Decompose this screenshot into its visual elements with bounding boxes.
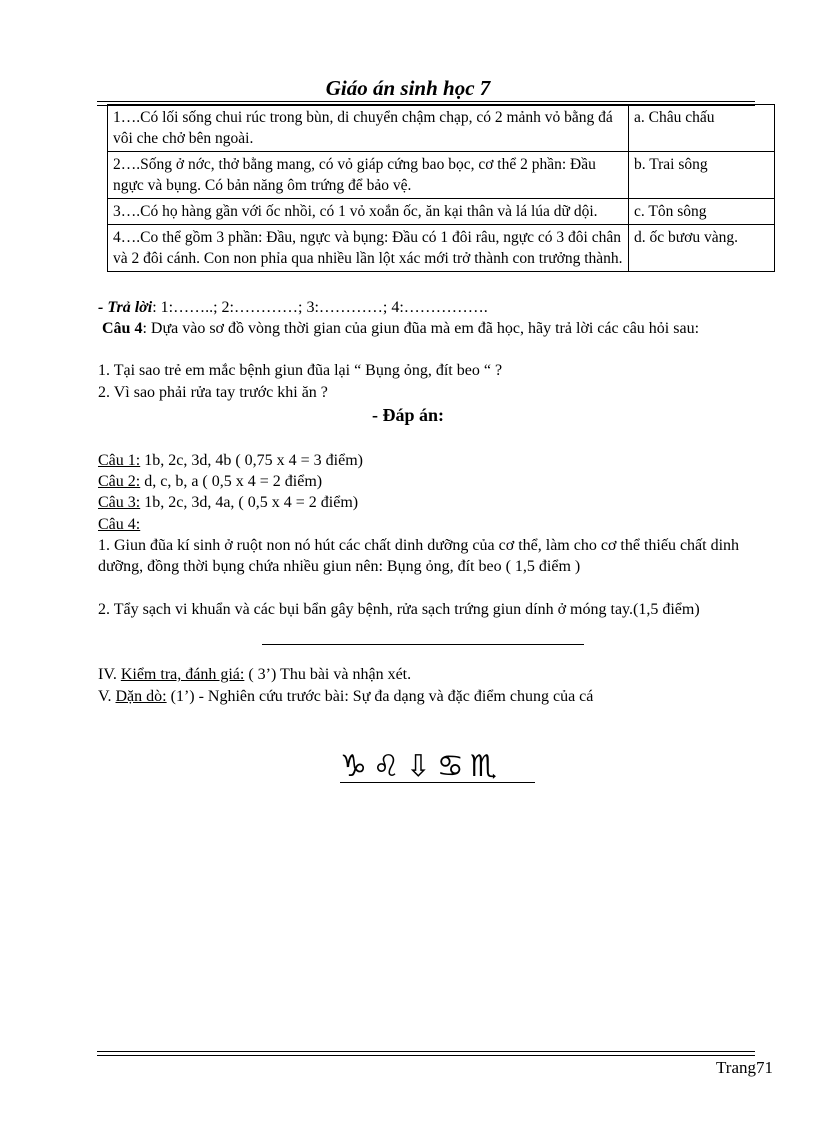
answer-c3-label: Câu 3:	[98, 494, 141, 511]
table-cell-description: 4….Co thể gồm 3 phần: Đầu, ngực và bụng: Đầu có 1 đôi râu, ngực có 3 đôi chân và 2 đôi cánh. Con non phỉa qua nhiều lần lột xác mới trở thành con trưởng thành.	[108, 225, 629, 272]
question-4	[98, 318, 758, 339]
section-5-label: Dặn dò:	[115, 688, 167, 705]
answer-c2-text: d, c, b, a ( 0,5 x 4 = 2 điểm)	[140, 473, 323, 490]
question-4-item-2: 2. Vì sao phải rửa tay trước khi ăn ?	[98, 384, 328, 401]
answer-c1-label: Câu 1:	[98, 452, 141, 469]
table-row	[108, 225, 775, 272]
answer-c4-label: Câu 4:	[98, 516, 141, 533]
section-4-prefix: IV.	[98, 666, 121, 683]
answer-c1-text: 1b, 2c, 3d, 4b ( 0,75 x 4 = 3 điểm)	[140, 452, 363, 469]
section-5	[98, 686, 593, 707]
answer-c4-item-2: 2. Tẩy sạch vi khuẩn và các bụi bẩn gây bệnh, rửa sạch trứng giun dính ở móng tay.(1,5 điểm)	[98, 601, 700, 618]
section-4-label: Kiểm tra, đánh giá:	[120, 666, 245, 683]
answer-blanks: : 1:……..; 2:…………; 3:…………; 4:…………….	[152, 299, 488, 316]
question-4-text: : Dựa vào sơ đồ vòng thời gian của giun đũa mà em đã học, hãy trả lời các câu hỏi sau:	[142, 320, 700, 337]
answer-c2-label: Câu 2:	[98, 473, 141, 490]
table-cell-description: 3….Có họ hàng gần với ốc nhồi, có 1 vỏ xoắn ốc, ăn kại thân và lá lúa dữ dội.	[108, 199, 629, 225]
section-separator	[262, 644, 584, 645]
table-row	[108, 105, 775, 152]
page-number: Trang71	[716, 1058, 773, 1077]
answer-c2	[98, 471, 322, 492]
question-4-label: Câu 4	[102, 320, 143, 337]
table-cell-answer: d. ốc bươu vàng.	[629, 225, 775, 272]
page-header-title: Giáo án sinh học 7	[325, 76, 491, 100]
section-5-text: (1’) - Nghiên cứu trước bài: Sự đa dạng và đặc điểm chung của cá	[166, 688, 594, 705]
table-cell-description: 1….Có lối sống chui rúc trong bùn, di chuyển chậm chạp, có 2 mảnh vỏ bằng đá vôi che chở bên ngoài.	[108, 105, 629, 152]
answers-heading: - Đáp án:	[371, 405, 444, 425]
table-cell-answer: a. Châu chấu	[629, 105, 775, 152]
answer-c3-text: 1b, 2c, 3d, 4a, ( 0,5 x 4 = 2 điểm)	[140, 494, 359, 511]
answer-c1	[98, 450, 363, 471]
answer-c4	[98, 514, 140, 535]
question-4-item-1: 1. Tại sao trẻ em mắc bệnh giun đũa lại “ Bụng ỏng, đít beo “ ?	[98, 362, 503, 379]
ornament-symbols: ♑♌⇩♋♏	[340, 752, 535, 783]
answer-c4-item-1: 1. Giun đũa kí sinh ở ruột non nó hút các chất dinh dưỡng của cơ thể, làm cho cơ thể thiếu chất dinh dưỡng, đồng thời bụng chứa nhiều giun nên: Bụng ỏng, đít beo ( 1,5 điểm )	[98, 537, 740, 575]
answer-line	[98, 297, 488, 318]
section-4	[98, 664, 411, 685]
table-cell-answer: b. Trai sông	[629, 152, 775, 199]
table-row	[108, 152, 775, 199]
matching-table	[107, 104, 775, 272]
table-row	[108, 199, 775, 225]
answer-c3	[98, 492, 358, 513]
answer-label: - Trả lời	[98, 299, 153, 316]
table-cell-description: 2….Sống ở nớc, thở bằng mang, có vỏ giáp cứng bao bọc, cơ thể 2 phần: Đầu ngực và bụng. Có bản năng ôm trứng để bảo vệ.	[108, 152, 629, 199]
table-cell-answer: c. Tôn sông	[629, 199, 775, 225]
footer-rule	[97, 1051, 755, 1056]
section-5-prefix: V.	[98, 688, 116, 705]
section-4-text: ( 3’) Thu bài và nhận xét.	[244, 666, 412, 683]
